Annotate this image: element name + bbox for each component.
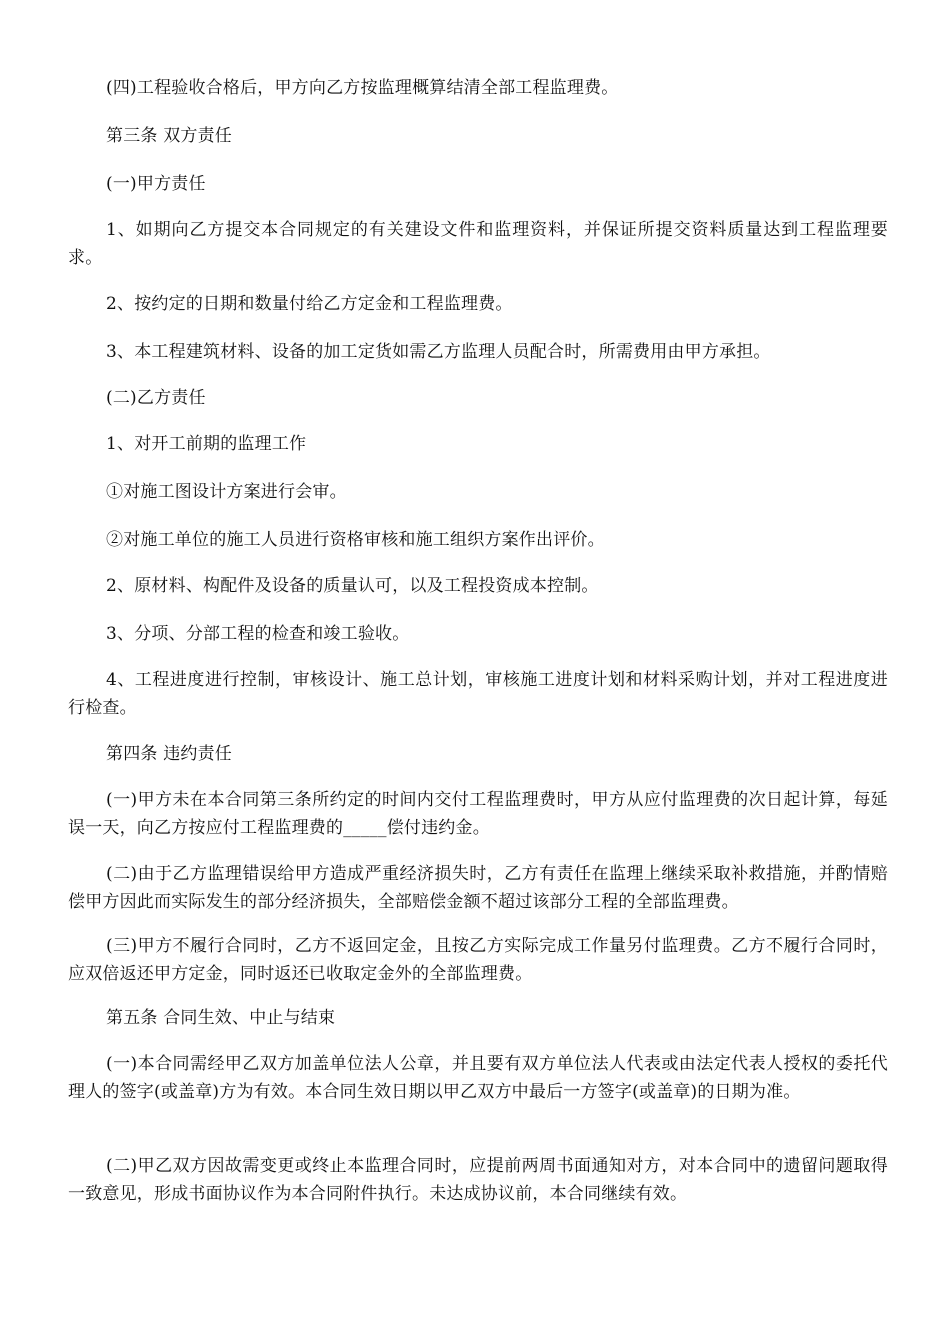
paragraph-party-b-item-4: 4、工程进度进行控制，审核设计、施工总计划，审核施工进度计划和材料采购计划，并对工程进度进行检查。 xyxy=(68,670,888,718)
heading-article-3: 第三条 双方责任 xyxy=(106,126,233,146)
paragraph-breach-3: (三)甲方不履行合同时，乙方不返回定金，且按乙方实际完成工作量另付监理费。乙方不履行合同时，应双倍返还甲方定金，同时返还已收取定金外的全部监理费。 xyxy=(68,936,888,984)
paragraph-breach-2: (二)由于乙方监理错误给甲方造成严重经济损失时，乙方有责任在监理上继续采取补救措施，并酌情赔偿甲方因此而实际发生的部分经济损失，全部赔偿金额不超过该部分工程的全部监理费。 xyxy=(68,864,888,912)
paragraph-effectiveness-2: (二)甲乙双方因故需变更或终止本监理合同时，应提前两周书面通知对方，对本合同中的遗留问题取得一致意见，形成书面协议作为本合同附件执行。未达成协议前，本合同继续有效。 xyxy=(68,1156,888,1204)
paragraph-party-a-item-1: 1、如期向乙方提交本合同规定的有关建设文件和监理资料，并保证所提交资料质量达到工程监理要求。 xyxy=(68,220,888,268)
paragraph-party-a-item-3: 3、本工程建筑材料、设备的加工定货如需乙方监理人员配合时，所需费用由甲方承担。 xyxy=(106,342,771,362)
heading-party-a-responsibility: (一)甲方责任 xyxy=(106,174,206,194)
heading-party-b-responsibility: (二)乙方责任 xyxy=(106,388,206,408)
paragraph-party-b-item-2: 2、原材料、构配件及设备的质量认可，以及工程投资成本控制。 xyxy=(106,576,599,596)
paragraph-party-b-subitem-1: ①对施工图设计方案进行会审。 xyxy=(106,482,347,502)
paragraph-party-a-item-2: 2、按约定的日期和数量付给乙方定金和工程监理费。 xyxy=(106,294,513,314)
paragraph-4-acceptance-payment: (四)工程验收合格后，甲方向乙方按监理概算结清全部工程监理费。 xyxy=(106,78,619,98)
paragraph-party-b-item-1: 1、对开工前期的监理工作 xyxy=(106,434,307,454)
heading-article-4: 第四条 违约责任 xyxy=(106,744,233,764)
paragraph-party-b-item-3: 3、分项、分部工程的检查和竣工验收。 xyxy=(106,624,410,644)
paragraph-breach-1: (一)甲方未在本合同第三条所约定的时间内交付工程监理费时，甲方从应付监理费的次日起计算，每延误一天，向乙方按应付工程监理费的_____偿付违约金。 xyxy=(68,790,888,838)
heading-article-5: 第五条 合同生效、中止与结束 xyxy=(106,1008,336,1028)
paragraph-effectiveness-1: (一)本合同需经甲乙双方加盖单位法人公章，并且要有双方单位法人代表或由法定代表人授权的委托代理人的签字(或盖章)方为有效。本合同生效日期以甲乙双方中最后一方签字(或盖章)的日期为准。 xyxy=(68,1054,888,1102)
paragraph-party-b-subitem-2: ②对施工单位的施工人员进行资格审核和施工组织方案作出评价。 xyxy=(106,530,605,550)
